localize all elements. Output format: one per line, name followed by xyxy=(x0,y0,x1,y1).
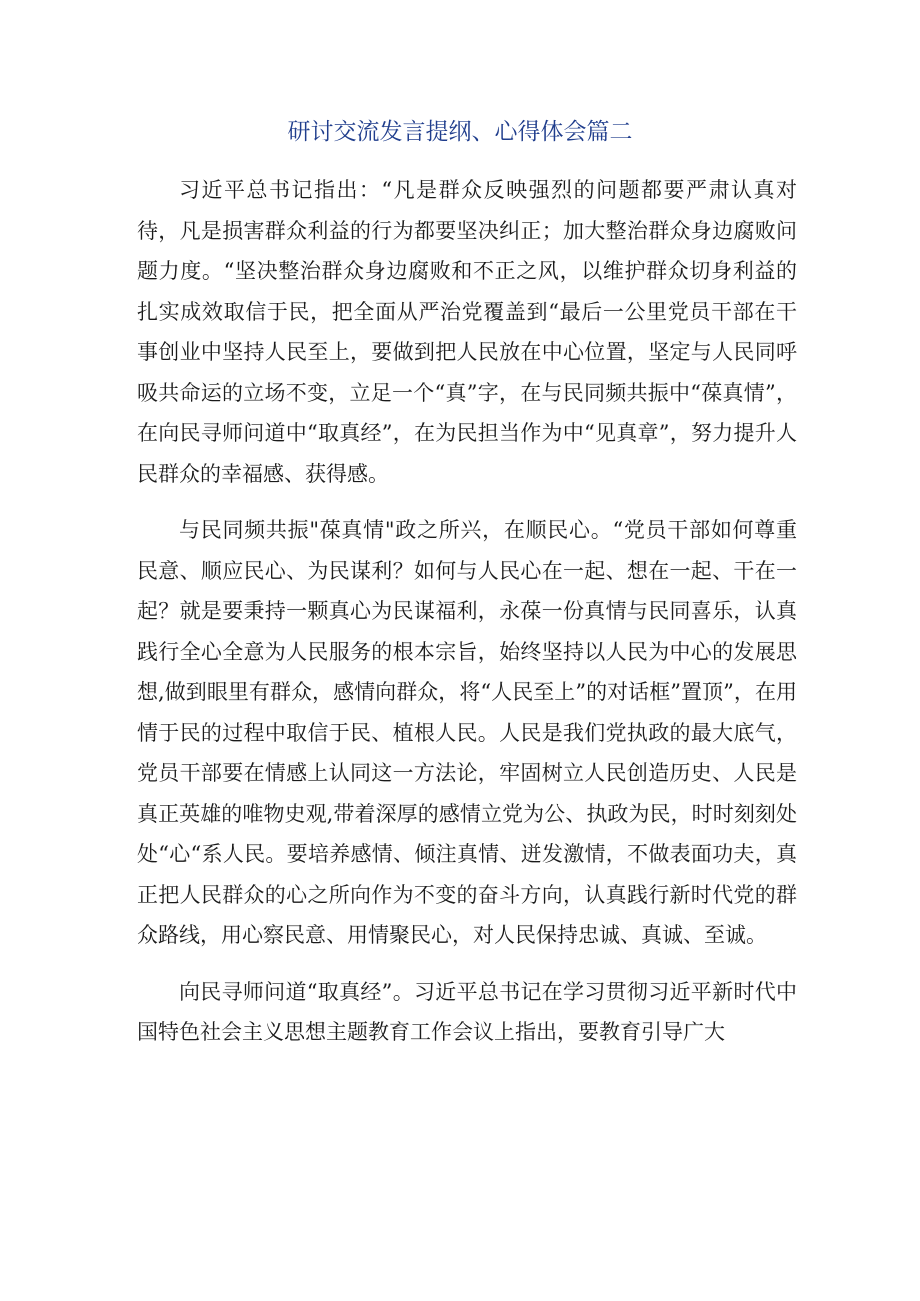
paragraph-3: 向民寻师问道“取真经”。习近平总书记在学习贯彻习近平新时代中国特色社会主义思想主题教育工作会议上指出，要教育引导广大 xyxy=(137,979,797,1044)
document-title: 研讨交流发言提纲、心得体会篇二 xyxy=(287,119,633,145)
paragraph-2: 与民同频共振"葆真情"政之所兴，在顺民心。“党员干部如何尊重民意、顺应民心、为民谋利？如何与人民心在一起、想在一起、干在一起？就是要秉持一颗真心为民谋福利，永葆一份真情与民同喜乐，认真践行全心全意为人民服务的根本宗旨，始终坚持以人民为中心的发展思想,做到眼里有群众，感情向群众，将“人民至上”的对话框”置顶”，在用情于民的过程中取信于民、植根人民。人民是我们党执政的最大底气，党员干部要在情感上认同这一方法论，牢固树立人民创造历史、人民是真正英雄的唯物史观,带着深厚的感情立党为公、执政为民，时时刻刻处处“心“系人民。要培养感情、倾注真情、迸发激情，不做表面功夫，真正把人民群众的心之所向作为不变的奋斗方向，认真践行新时代党的群众路线，用心察民意、用情聚民心，对人民保持忠诚、真诚、至诚。 xyxy=(137,518,797,947)
paragraph-1: 习近平总书记指出：“凡是群众反映强烈的问题都要严肃认真对待，凡是损害群众利益的行为都要坚决纠正；加大整治群众身边腐败问题力度。“坚决整治群众身边腐败和不正之风，以维护群众切身利益的扎实成效取信于民，把全面从严治党覆盖到“最后一公里党员干部在干事创业中坚持人民至上，要做到把人民放在中心位置，坚定与人民同呼吸共命运的立场不变，立足一个“真”字，在与民同频共振中“葆真情”，在向民寻师问道中“取真经”，在为民担当作为中“见真章”，努力提升人民群众的幸福感、获得感。 xyxy=(137,178,797,486)
document-body xyxy=(137,170,797,1053)
